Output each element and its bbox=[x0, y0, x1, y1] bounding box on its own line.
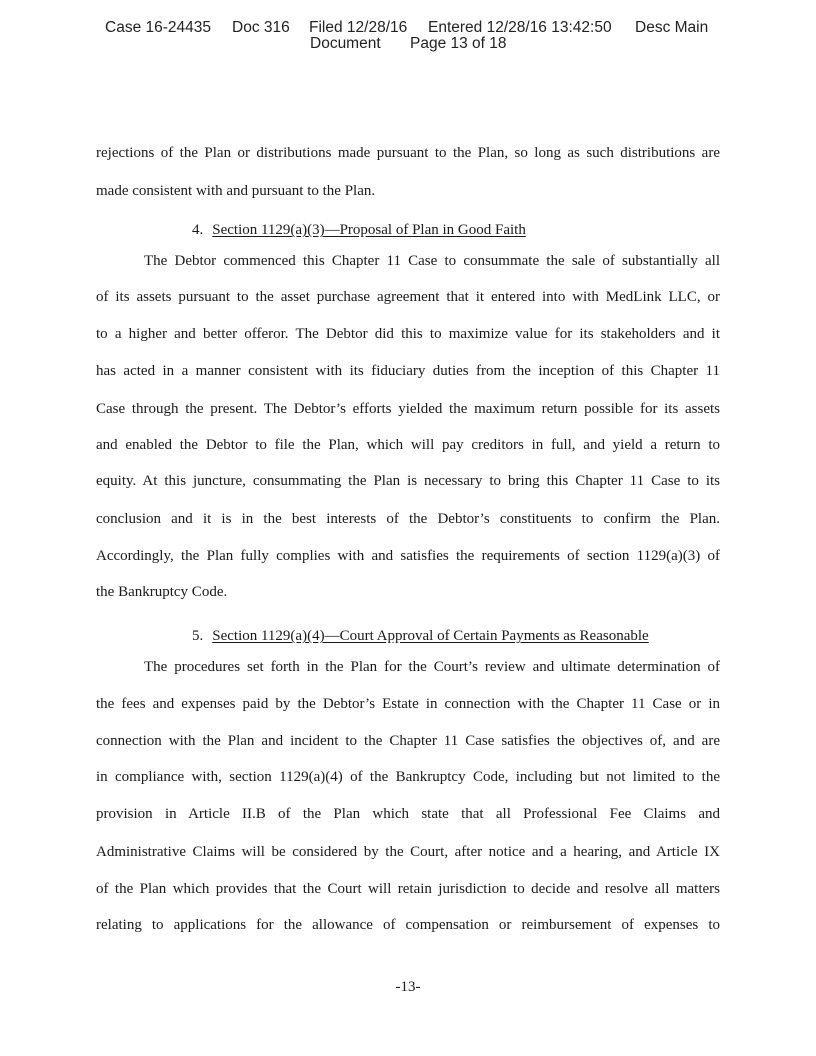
text-line: The Debtor commenced this Chapter 11 Case to consummate the sale of substantially all bbox=[144, 253, 720, 269]
page-number: -13- bbox=[395, 979, 421, 995]
text-line: rejections of the Plan or distributions made pursuant to the Plan, so long as such distributions are bbox=[96, 145, 720, 161]
section-heading-5 bbox=[192, 627, 649, 645]
text-line: Case through the present. The Debtor’s efforts yielded the maximum return possible for its assets bbox=[96, 401, 720, 417]
text-line: of the Plan which provides that the Court will retain jurisdiction to decide and resolve all matters bbox=[96, 881, 720, 897]
header-case: Case 16-24435 bbox=[105, 19, 211, 36]
text-line: conclusion and it is in the best interests of the Debtor’s constituents to confirm the Plan. bbox=[96, 511, 720, 527]
header-page: Page 13 of 18 bbox=[410, 35, 507, 52]
text-line: has acted in a manner consistent with its fiduciary duties from the inception of this Chapter 11 bbox=[96, 363, 720, 379]
text-line: The procedures set forth in the Plan for the Court’s review and ultimate determination of bbox=[144, 659, 720, 675]
text-line: Accordingly, the Plan fully complies with and satisfies the requirements of section 1129(a)(3) of bbox=[96, 548, 720, 564]
text-line: and enabled the Debtor to file the Plan, which will pay creditors in full, and yield a return to bbox=[96, 437, 720, 453]
section-heading-4 bbox=[192, 221, 526, 239]
text-line: the Bankruptcy Code. bbox=[96, 584, 228, 600]
section-title: Section 1129(a)(3)—Proposal of Plan in Good Faith bbox=[212, 222, 526, 238]
section-number: 4. bbox=[192, 222, 204, 238]
header-desc: Desc Main bbox=[635, 19, 709, 36]
text-line: made consistent with and pursuant to the Plan. bbox=[96, 183, 376, 199]
text-line: Administrative Claims will be considered by the Court, after notice and a hearing, and Article IX bbox=[96, 844, 720, 860]
header-document: Document bbox=[310, 35, 381, 52]
text-line: the fees and expenses paid by the Debtor’s Estate in connection with the Chapter 11 Case or in bbox=[96, 696, 720, 712]
text-line: of its assets pursuant to the asset purchase agreement that it entered into with MedLink LLC, or bbox=[96, 289, 720, 305]
text-line: relating to applications for the allowance of compensation or reimbursement of expenses to bbox=[96, 917, 720, 933]
text-line: connection with the Plan and incident to the Chapter 11 Case satisfies the objectives of, and are bbox=[96, 733, 720, 749]
header-doc: Doc 316 bbox=[232, 19, 290, 36]
text-line: equity. At this juncture, consummating the Plan is necessary to bring this Chapter 11 Case to its bbox=[96, 473, 720, 489]
section-number: 5. bbox=[192, 628, 204, 644]
text-line: provision in Article II.B of the Plan which state that all Professional Fee Claims and bbox=[96, 806, 720, 822]
text-line: to a higher and better offeror. The Debtor did this to maximize value for its stakeholders and it bbox=[96, 326, 720, 342]
section-title: Section 1129(a)(4)—Court Approval of Certain Payments as Reasonable bbox=[212, 628, 649, 644]
text-line: in compliance with, section 1129(a)(4) of the Bankruptcy Code, including but not limited to the bbox=[96, 769, 720, 785]
header-filed: Filed 12/28/16 bbox=[309, 19, 408, 36]
header-entered: Entered 12/28/16 13:42:50 bbox=[428, 19, 612, 36]
